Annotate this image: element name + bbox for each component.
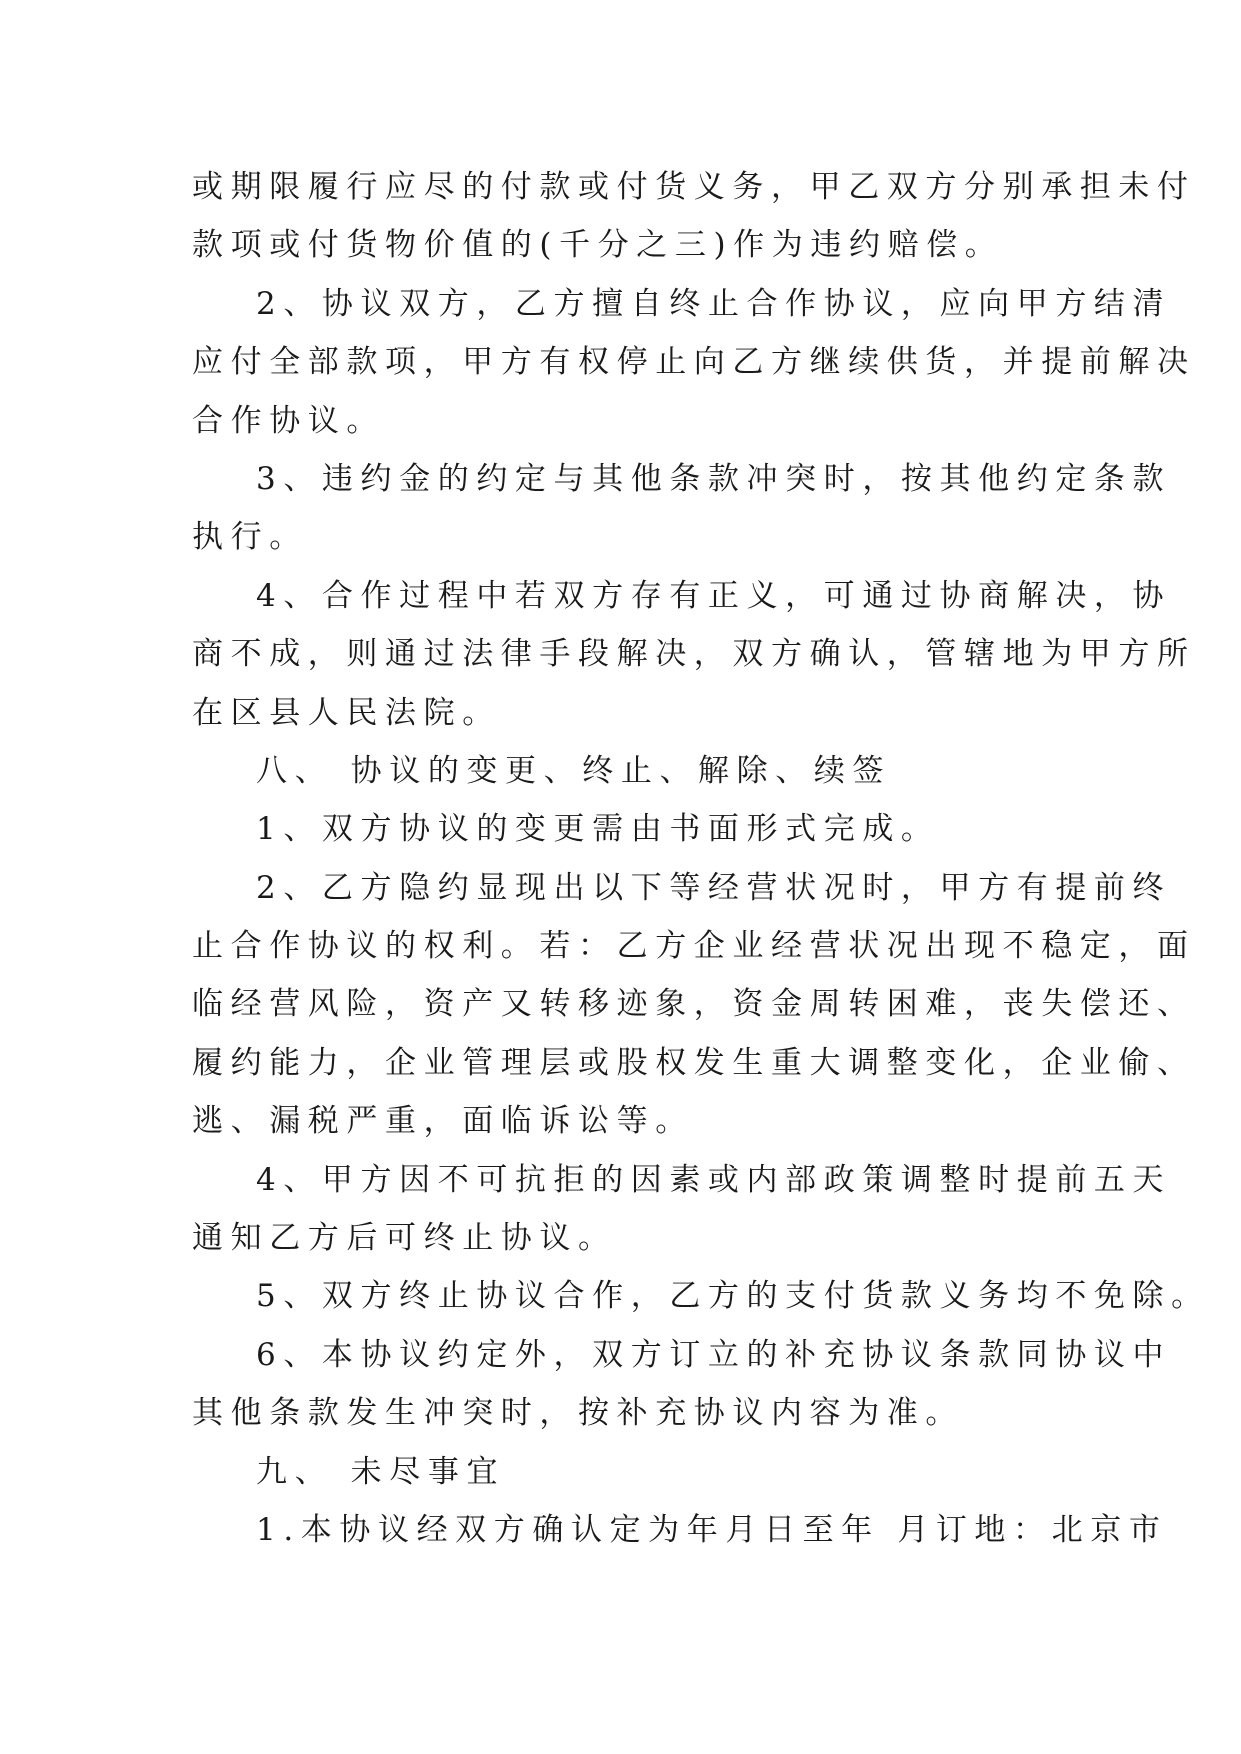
text-line: 履约能力，企业管理层或股权发生重大调整变化，企业偷、	[192, 1044, 1196, 1081]
text-line: 止合作协议的权利。若：乙方企业经营状况出现不稳定，面	[192, 928, 1196, 965]
document-body	[192, 158, 1210, 1559]
text-line: 逃、漏税严重，面临诉讼等。	[192, 1103, 694, 1140]
text-line: 执行。	[192, 519, 308, 556]
text-line: 4、合作过程中若双方存有正义，可通过协商解决，协	[256, 577, 1172, 614]
text-line: 合作协议。	[192, 402, 385, 439]
text-line: 1、双方协议的变更需由书面形式完成。	[256, 811, 940, 848]
text-line: 4、甲方因不可抗拒的因素或内部政策调整时提前五天	[256, 1161, 1172, 1198]
text-line: 通知乙方后可终止协议。	[192, 1220, 617, 1257]
text-line: 3、违约金的约定与其他条款冲突时，按其他约定条款	[256, 460, 1172, 497]
text-line: 商不成，则通过法律手段解决，双方确认，管辖地为甲方所	[192, 636, 1196, 673]
text-line: 2、乙方隐约显现出以下等经营状况时，甲方有提前终	[256, 869, 1172, 906]
text-line: 款项或付货物价值的(千分之三)作为违约赔偿。	[192, 227, 1004, 264]
document-page	[192, 158, 1210, 1559]
text-line: 应付全部款项，甲方有权停止向乙方继续供货，并提前解决	[192, 344, 1196, 381]
text-line: 6、本协议约定外，双方订立的补充协议条款同协议中	[256, 1336, 1172, 1373]
text-line: 2、协议双方，乙方擅自终止合作协议，应向甲方结清	[256, 285, 1172, 322]
text-line: 1.本协议经双方确认定为年月日至年 月订地：北京市	[256, 1511, 1168, 1548]
text-line: 临经营风险，资产又转移迹象，资金周转困难，丧失偿还、	[192, 986, 1196, 1023]
text-line: 5、双方终止协议合作，乙方的支付货款义务均不免除。	[256, 1278, 1210, 1315]
text-line: 九、 未尽事宜	[256, 1453, 506, 1490]
text-line: 八、 协议的变更、终止、解除、续签	[256, 752, 892, 789]
text-line: 其他条款发生冲突时，按补充协议内容为准。	[192, 1395, 964, 1432]
text-line: 在区县人民法院。	[192, 694, 501, 731]
text-line: 或期限履行应尽的付款或付货义务，甲乙双方分别承担未付	[192, 169, 1196, 205]
